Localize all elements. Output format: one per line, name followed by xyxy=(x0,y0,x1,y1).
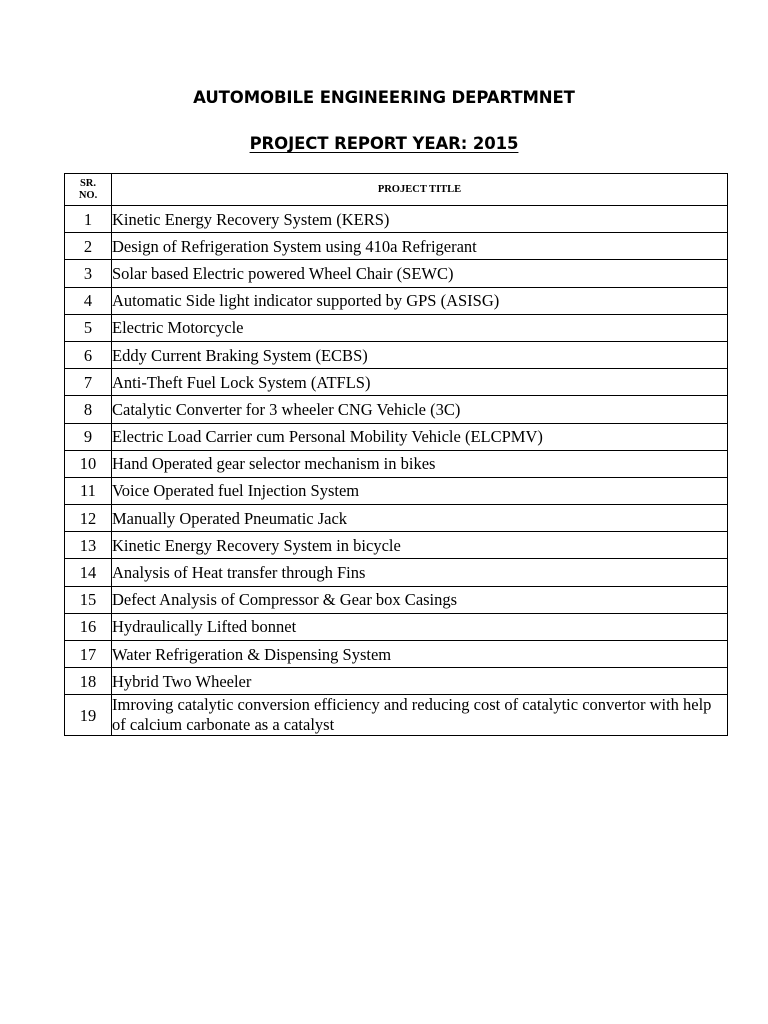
row-sr-no: 16 xyxy=(65,613,112,640)
row-sr-no: 4 xyxy=(65,287,112,314)
row-sr-no: 11 xyxy=(65,477,112,504)
row-project-title: Hand Operated gear selector mechanism in bikes xyxy=(112,450,728,477)
table-header-row xyxy=(65,174,728,206)
row-project-title: Anti-Theft Fuel Lock System (ATFLS) xyxy=(112,369,728,396)
row-sr-no: 14 xyxy=(65,559,112,586)
row-project-title: Water Refrigeration & Dispensing System xyxy=(112,641,728,668)
row-sr-no: 10 xyxy=(65,450,112,477)
row-sr-no: 6 xyxy=(65,341,112,368)
table-row xyxy=(65,668,728,695)
table-row xyxy=(65,559,728,586)
row-project-title: Manually Operated Pneumatic Jack xyxy=(112,505,728,532)
report-title: PROJECT REPORT YEAR: 2015 xyxy=(249,134,519,153)
row-sr-no: 17 xyxy=(65,641,112,668)
row-sr-no: 12 xyxy=(65,505,112,532)
row-sr-no: 13 xyxy=(65,532,112,559)
row-sr-no: 18 xyxy=(65,668,112,695)
row-project-title: Analysis of Heat transfer through Fins xyxy=(112,559,728,586)
row-project-title: Imroving catalytic conversion efficiency and reducing cost of catalytic convertor with help of calcium carbonate as a catalyst xyxy=(112,695,728,736)
row-project-title: Solar based Electric powered Wheel Chair (SEWC) xyxy=(112,260,728,287)
department-heading: AUTOMOBILE ENGINEERING DEPARTMNET xyxy=(193,88,575,107)
table-row xyxy=(65,613,728,640)
row-sr-no: 7 xyxy=(65,369,112,396)
table-row xyxy=(65,450,728,477)
row-sr-no: 3 xyxy=(65,260,112,287)
projects-table xyxy=(64,173,728,736)
row-sr-no: 5 xyxy=(65,314,112,341)
row-project-title: Electric Load Carrier cum Personal Mobility Vehicle (ELCPMV) xyxy=(112,423,728,450)
table-row xyxy=(65,314,728,341)
table-row xyxy=(65,341,728,368)
row-project-title: Hydraulically Lifted bonnet xyxy=(112,613,728,640)
table-row xyxy=(65,477,728,504)
row-project-title: Automatic Side light indicator supported by GPS (ASISG) xyxy=(112,287,728,314)
sr-header-line1: SR. xyxy=(79,177,97,189)
table-row xyxy=(65,206,728,233)
row-sr-no: 1 xyxy=(65,206,112,233)
row-project-title: Electric Motorcycle xyxy=(112,314,728,341)
table-row xyxy=(65,423,728,450)
table-row xyxy=(65,369,728,396)
table-row xyxy=(65,532,728,559)
row-project-title: Eddy Current Braking System (ECBS) xyxy=(112,341,728,368)
project-title-header: PROJECT TITLE xyxy=(112,174,728,206)
row-project-title: Defect Analysis of Compressor & Gear box Casings xyxy=(112,586,728,613)
table-row xyxy=(65,287,728,314)
table-row xyxy=(65,641,728,668)
sr-no-header xyxy=(65,174,112,206)
table-row xyxy=(65,586,728,613)
row-project-title: Hybrid Two Wheeler xyxy=(112,668,728,695)
table-row xyxy=(65,260,728,287)
table-row xyxy=(65,233,728,260)
row-project-title: Voice Operated fuel Injection System xyxy=(112,477,728,504)
sr-header-line2: NO. xyxy=(78,189,98,201)
row-sr-no: 2 xyxy=(65,233,112,260)
row-project-title: Catalytic Converter for 3 wheeler CNG Vehicle (3C) xyxy=(112,396,728,423)
table-row xyxy=(65,505,728,532)
table-row xyxy=(65,695,728,736)
row-project-title: Kinetic Energy Recovery System (KERS) xyxy=(112,206,728,233)
row-sr-no: 9 xyxy=(65,423,112,450)
row-sr-no: 19 xyxy=(65,695,112,736)
row-project-title: Design of Refrigeration System using 410a Refrigerant xyxy=(112,233,728,260)
row-sr-no: 8 xyxy=(65,396,112,423)
table-row xyxy=(65,396,728,423)
row-project-title: Kinetic Energy Recovery System in bicycle xyxy=(112,532,728,559)
row-sr-no: 15 xyxy=(65,586,112,613)
